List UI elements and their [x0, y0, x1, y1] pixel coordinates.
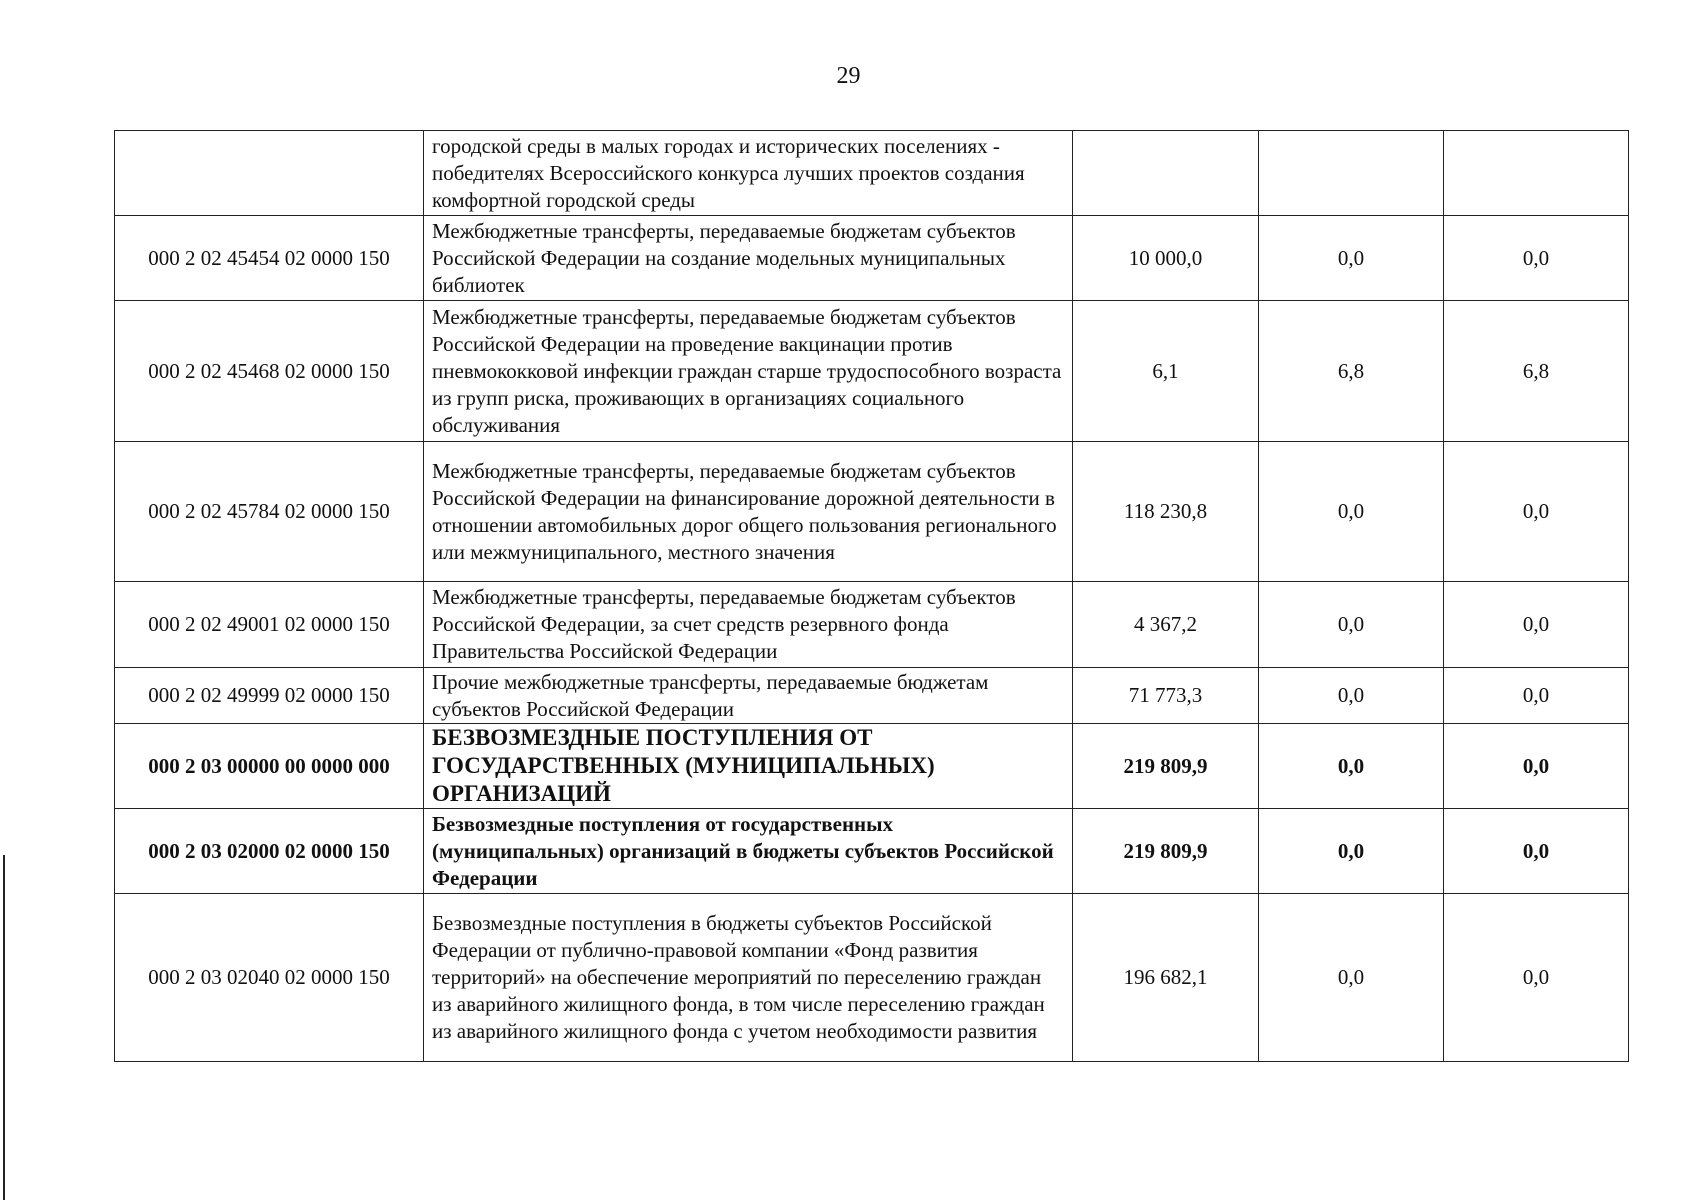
- page-number: 29: [836, 63, 861, 89]
- budget-code: 000 2 02 45454 02 0000 150: [115, 216, 424, 301]
- scan-edge-mark: [3, 855, 5, 1200]
- income-description: Безвозмездные поступления от государственных (муниципальных) организаций в бюджеты субъектов Российской Федерации: [424, 809, 1073, 894]
- amount-year-2: 0,0: [1259, 442, 1444, 582]
- income-description: БЕЗВОЗМЕЗДНЫЕ ПОСТУПЛЕНИЯ ОТ ГОСУДАРСТВЕННЫХ (МУНИЦИПАЛЬНЫХ) ОРГАНИЗАЦИЙ: [424, 724, 1073, 809]
- budget-revenue-table: [114, 130, 1629, 1062]
- income-description: Безвозмездные поступления в бюджеты субъектов Российской Федерации от публично-правовой компании «Фонд развития территорий» на обеспечение мероприятий по переселению граждан из аварийного жилищного фонда, в том числе переселению граждан из аварийного жилищного фонда с учетом необходимости развития: [424, 894, 1073, 1062]
- amount-year-2: 0,0: [1259, 582, 1444, 668]
- income-description: Прочие межбюджетные трансферты, передаваемые бюджетам субъектов Российской Федерации: [424, 668, 1073, 724]
- amount-year-3: 0,0: [1444, 442, 1629, 582]
- amount-year-3: 0,0: [1444, 809, 1629, 894]
- budget-code: 000 2 02 49999 02 0000 150: [115, 668, 424, 724]
- amount-year-2: 0,0: [1259, 216, 1444, 301]
- budget-code: 000 2 03 02040 02 0000 150: [115, 894, 424, 1062]
- amount-year-2: [1259, 131, 1444, 216]
- table-row: [115, 894, 1629, 1062]
- table-row: [115, 668, 1629, 724]
- amount-year-3: 0,0: [1444, 216, 1629, 301]
- budget-code: 000 2 02 49001 02 0000 150: [115, 582, 424, 668]
- budget-code: 000 2 03 00000 00 0000 000: [115, 724, 424, 809]
- amount-year-3: 0,0: [1444, 582, 1629, 668]
- income-description: Межбюджетные трансферты, передаваемые бюджетам субъектов Российской Федерации на финансирование дорожной деятельности в отношении автомобильных дорог общего пользования регионального или межмуниципального, местного значения: [424, 442, 1073, 582]
- amount-year-2: 0,0: [1259, 668, 1444, 724]
- amount-year-3: 0,0: [1444, 668, 1629, 724]
- income-description: Межбюджетные трансферты, передаваемые бюджетам субъектов Российской Федерации на создание модельных муниципальных библиотек: [424, 216, 1073, 301]
- income-description: Межбюджетные трансферты, передаваемые бюджетам субъектов Российской Федерации на проведение вакцинации против пневмококковой инфекции граждан старше трудоспособного возраста из групп риска, проживающих в организациях социального обслуживания: [424, 301, 1073, 442]
- amount-year-1: 4 367,2: [1073, 582, 1259, 668]
- amount-year-1: [1073, 131, 1259, 216]
- table-row: [115, 582, 1629, 668]
- budget-code: 000 2 02 45784 02 0000 150: [115, 442, 424, 582]
- amount-year-1: 71 773,3: [1073, 668, 1259, 724]
- amount-year-1: 6,1: [1073, 301, 1259, 442]
- budget-code: [115, 131, 424, 216]
- table-row-subtotal: [115, 809, 1629, 894]
- table-row: [115, 131, 1629, 216]
- income-description: Межбюджетные трансферты, передаваемые бюджетам субъектов Российской Федерации, за счет средств резервного фонда Правительства Российской Федерации: [424, 582, 1073, 668]
- amount-year-2: 0,0: [1259, 809, 1444, 894]
- amount-year-1: 196 682,1: [1073, 894, 1259, 1062]
- amount-year-1: 219 809,9: [1073, 724, 1259, 809]
- amount-year-3: 6,8: [1444, 301, 1629, 442]
- amount-year-3: 0,0: [1444, 724, 1629, 809]
- table-row: [115, 216, 1629, 301]
- table-row: [115, 301, 1629, 442]
- amount-year-3: [1444, 131, 1629, 216]
- amount-year-1: 10 000,0: [1073, 216, 1259, 301]
- amount-year-1: 118 230,8: [1073, 442, 1259, 582]
- amount-year-2: 6,8: [1259, 301, 1444, 442]
- amount-year-3: 0,0: [1444, 894, 1629, 1062]
- amount-year-2: 0,0: [1259, 894, 1444, 1062]
- income-description: городской среды в малых городах и исторических поселениях - победителях Всероссийского конкурса лучших проектов создания комфортной городской среды: [424, 131, 1073, 216]
- table-row-section-total: [115, 724, 1629, 809]
- table-row: [115, 442, 1629, 582]
- budget-code: 000 2 03 02000 02 0000 150: [115, 809, 424, 894]
- budget-code: 000 2 02 45468 02 0000 150: [115, 301, 424, 442]
- amount-year-1: 219 809,9: [1073, 809, 1259, 894]
- amount-year-2: 0,0: [1259, 724, 1444, 809]
